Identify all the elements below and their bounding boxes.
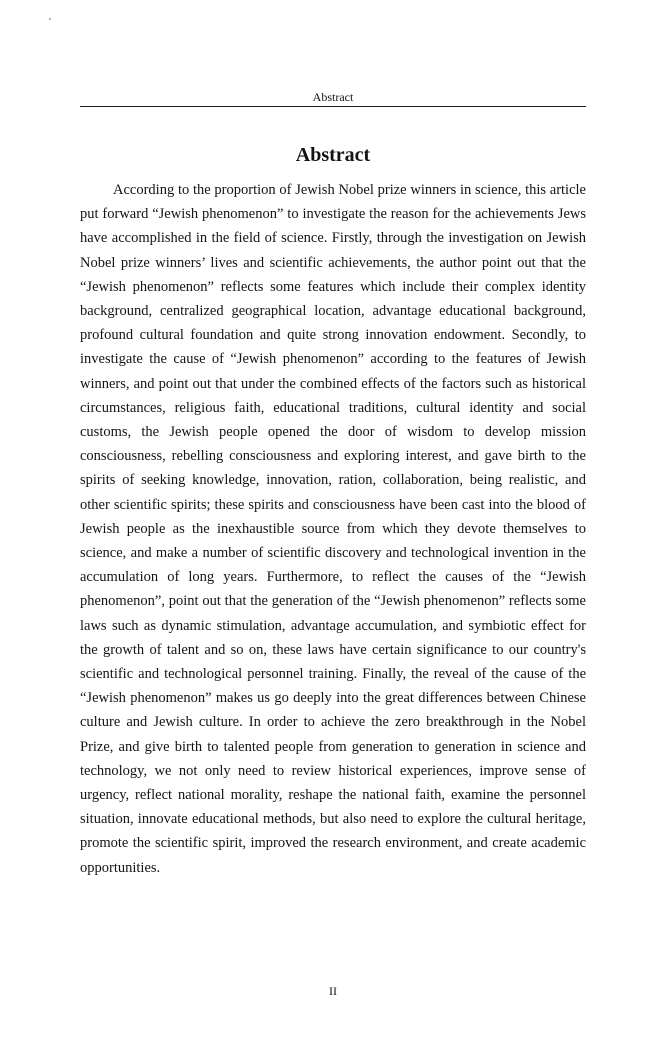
page-title: Abstract — [295, 144, 371, 167]
running-header: Abstract — [312, 90, 354, 104]
header-rule — [80, 106, 586, 107]
page-number: II — [329, 984, 337, 998]
abstract-paragraph: According to the proportion of Jewish Nobel prize winners in science, this article put forward “Jewish phenomenon” to investigate the reason for the achievements Jews have accomplished in the field of science. Firstly, through the investigation on Jewish Nobel prize winners’ lives and scientific achievements, the author point out that the “Jewish phenomenon” reflects some features which include their complex identity background, centralized geographical location, advantage educational background, profound cultural foundation and quite strong innovation endowment. Secondly, to investigate the cause of “Jewish phenomenon” according to the features of Jewish winners, and point out that under the combined effects of the factors such as historical circumstances, religious faith, educational traditions, cultural identity and social customs, the Jewish people opened the door of wisdom to develop mission consciousness, rebelling consciousness and exploring interest, and gave birth to the spirits of seeking knowledge, innovation, ration, collaboration, being realistic, and other scientific spirits; these spirits and consciousness have been cast into the blood of Jewish people as the inexhaustible source from which they devote themselves to science, and make a number of scientific discovery and technological invention in the accumulation of long years. Furthermore, to reflect the causes of the “Jewish phenomenon”, point out that the generation of the “Jewish phenomenon” reflects some laws such as dynamic stimulation, advantage accumulation, and symbiotic effect for the growth of talent and so on, these laws have certain significance to our country's scientific and technological personnel training. Finally, the reveal of the cause of the “Jewish phenomenon” makes us go deeply into the great differences between Chinese culture and Jewish culture. In order to achieve the zero breakthrough in the Nobel Prize, and give birth to talented people from generation to generation in science and technology, we not only need to review historical experiences, improve sense of urgency, reflect national morality, reshape the national faith, examine the personnel situation, innovate educational methods, but also need to explore the cultural heritage, promote the scientific spirit, improved the research environment, and create academic opportunities. — [80, 182, 586, 876]
scan-speck — [49, 18, 51, 20]
